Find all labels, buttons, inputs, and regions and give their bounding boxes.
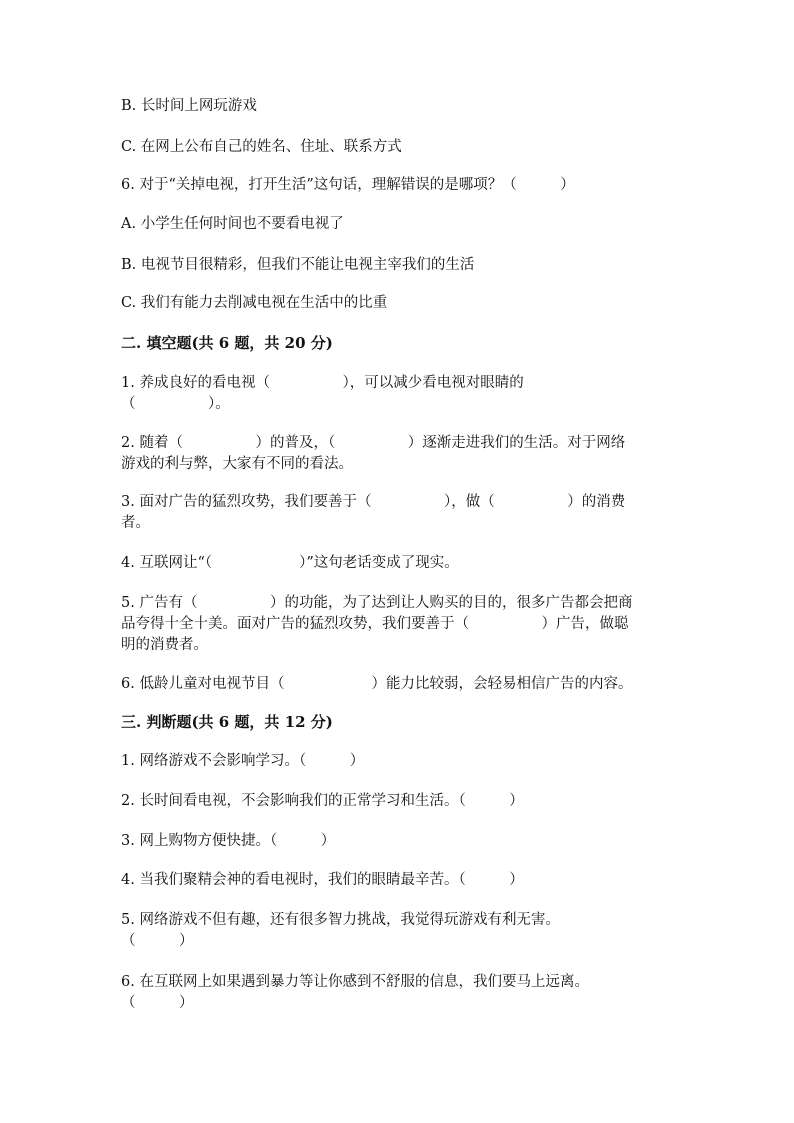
question-6-text: 6. 对于“关掉电视，打开生活”这句话，理解错误的是哪项？（ ） bbox=[121, 177, 575, 193]
fill-question-3-cont: 者。 bbox=[121, 515, 150, 531]
judge-question-5: 5. 网络游戏不但有趣，还有很多智力挑战，我觉得玩游戏有利无害。 bbox=[121, 912, 560, 928]
option-b-line: B. 长时间上网玩游戏 bbox=[121, 98, 257, 114]
option-a-line: A. 小学生任何时间也不要看电视了 bbox=[121, 216, 344, 232]
section-heading-fill-blank: 二. 填空题(共 6 题，共 20 分) bbox=[121, 334, 333, 352]
judge-question-3: 3. 网上购物方便快捷。（ ） bbox=[121, 833, 336, 849]
judge-question-2: 2. 长时间看电视，不会影响我们的正常学习和生活。（ ） bbox=[121, 793, 524, 809]
fill-question-1: 1. 养成良好的看电视（ ），可以减少看电视对眼睛的 bbox=[121, 375, 524, 391]
fill-question-2: 2. 随着（ ）的普及，（ ）逐渐走进我们的生活。对于网络 bbox=[121, 435, 626, 451]
option-b-line: B. 电视节目很精彩，但我们不能让电视主宰我们的生活 bbox=[121, 257, 475, 273]
option-c-line: C. 在网上公布自己的姓名、住址、联系方式 bbox=[121, 139, 402, 155]
fill-question-5: 5. 广告有（ ）的功能，为了达到让人购买的目的，很多广告都会把商 bbox=[121, 595, 633, 611]
fill-question-2-cont: 游戏的利与弊，大家有不同的看法。 bbox=[121, 456, 353, 472]
fill-question-3: 3. 面对广告的猛烈攻势，我们要善于（ ），做（ ）的消费 bbox=[121, 494, 626, 510]
fill-question-5-cont2: 明的消费者。 bbox=[121, 637, 208, 653]
fill-question-1-cont: （ ）。 bbox=[121, 396, 230, 412]
judge-question-1: 1. 网络游戏不会影响学习。（ ） bbox=[121, 753, 365, 769]
judge-question-5-cont: （ ） bbox=[121, 933, 194, 949]
option-c-line: C. 我们有能力去削减电视在生活中的比重 bbox=[121, 295, 388, 311]
fill-question-4: 4. 互联网让“（ ）”这句老话变成了现实。 bbox=[121, 555, 459, 571]
section-heading-true-false: 三. 判断题(共 6 题，共 12 分) bbox=[121, 713, 333, 731]
judge-question-6-cont: （ ） bbox=[121, 995, 194, 1011]
judge-question-4: 4. 当我们聚精会神的看电视时，我们的眼睛最辛苦。（ ） bbox=[121, 872, 524, 888]
judge-question-6: 6. 在互联网上如果遇到暴力等让你感到不舒服的信息，我们要马上远离。 bbox=[121, 974, 589, 990]
fill-question-5-cont: 品夸得十全十美。面对广告的猛烈攻势，我们要善于（ ）广告，做聪 bbox=[121, 616, 629, 632]
fill-question-6: 6. 低龄儿童对电视节目（ ）能力比较弱，会轻易相信广告的内容。 bbox=[121, 676, 633, 692]
